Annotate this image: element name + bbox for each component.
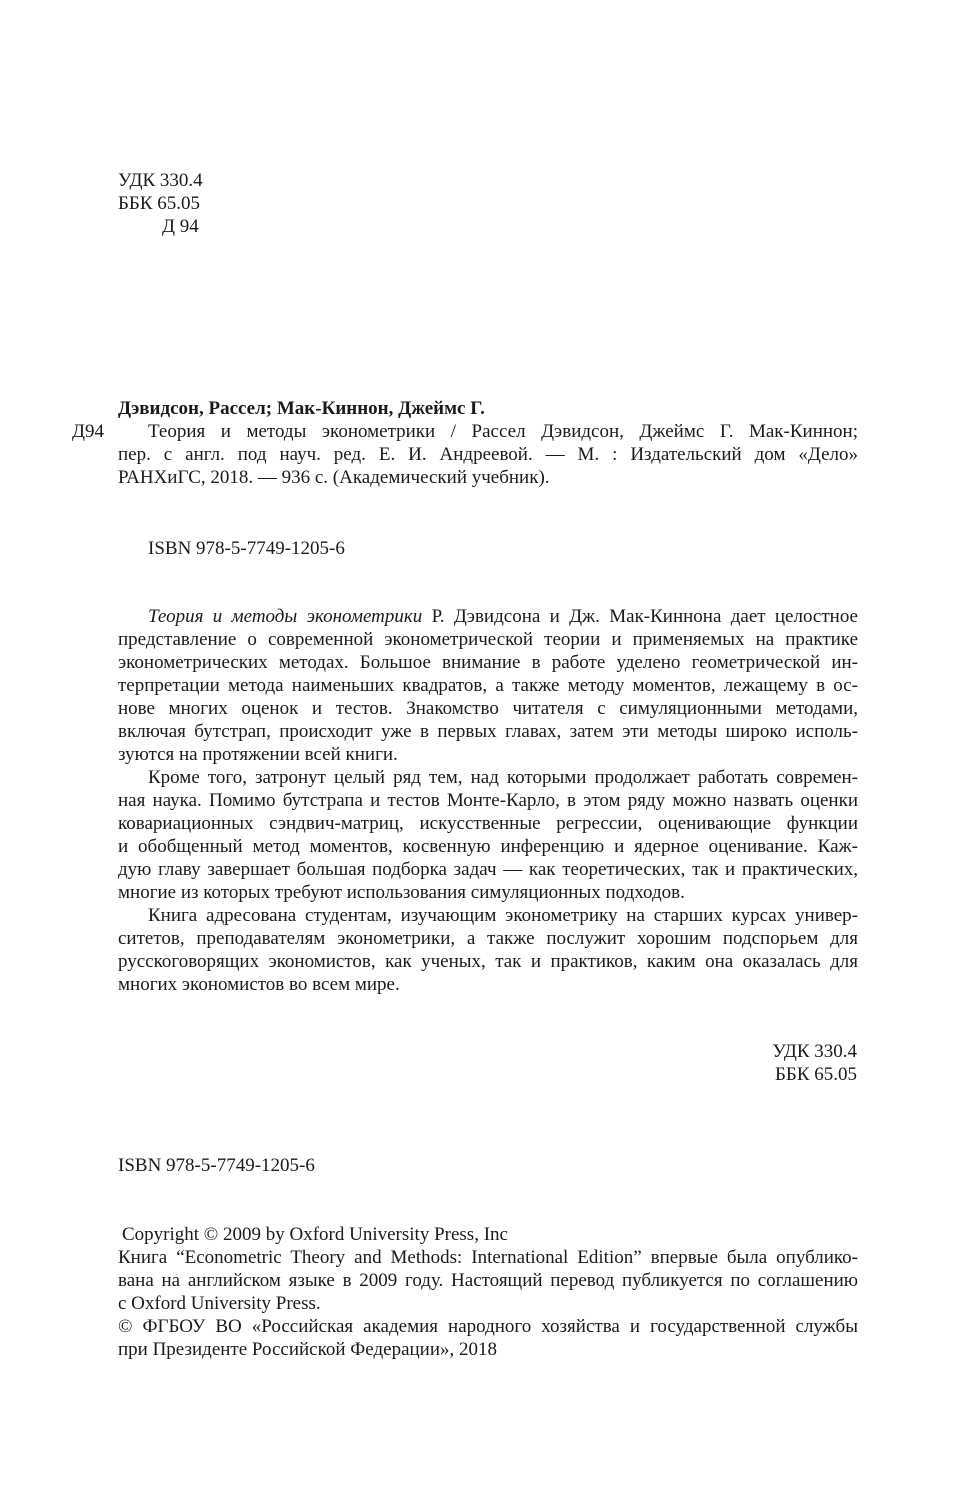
- copyright-block: [118, 1223, 858, 1361]
- top-classification: [118, 169, 203, 238]
- book-title-italic: Теория и методы эконометрики: [148, 606, 423, 627]
- annotation-line: многие из которых требуют использования симуляционных подходов.: [118, 882, 685, 903]
- bib-line: пер. с англ. под науч. ред. Е. И. Андреевой. — М. : Издательский дом «Дело»: [118, 444, 858, 465]
- authors-heading: Дэвидсон, Рассел; Мак-Киннон, Джеймс Г.: [118, 398, 485, 419]
- copyright-notice-line: с Oxford University Press.: [118, 1293, 321, 1314]
- annotation-line: русскоговорящих экономистов, как ученых, так и практиков, каким она оказалась для: [118, 951, 858, 972]
- annotation-line: многих экономистов во всем мире.: [118, 974, 400, 995]
- udk-code: УДК 330.4: [118, 170, 203, 191]
- annotation-line: зуются на протяжении всей книги.: [118, 744, 398, 765]
- copyright-notice-line: вана на английском языке в 2009 году. Настоящий перевод публикуется по соглашению: [118, 1270, 858, 1291]
- annotation-first-rest: Р. Дэвидсона и Дж. Мак-Киннона дает целостное: [422, 606, 858, 627]
- annotation-line: терпретации метода наименьших квадратов, а также методу моментов, лежащему в ос-: [118, 675, 858, 696]
- bibliographic-record: [118, 397, 858, 489]
- annotation-line: нове многих оценок и тестов. Знакомство читателя с симуляционными методами,: [118, 698, 858, 719]
- annotation-line: и обобщенный метод моментов, косвенную инференцию и ядерное оценивание. Каж-: [118, 836, 858, 857]
- annotation-line: включая бутстрап, происходит уже в первых главах, затем эти методы широко исполь-: [118, 721, 858, 742]
- isbn-bottom: ISBN 978-5-7749-1205-6: [118, 1155, 315, 1176]
- annotation-line: ковариационных сэндвич-матриц, искусственные регрессии, оценивающие функции: [118, 813, 858, 834]
- bbk-code: ББК 65.05: [118, 193, 200, 214]
- annotation-line: Книга адресована студентам, изучающим эконометрику на старших курсах универ-: [148, 905, 858, 926]
- annotation-line: ситетов, преподавателям эконометрики, а также послужит хорошим подспорьем для: [118, 928, 858, 949]
- bottom-classification: [600, 1040, 857, 1086]
- annotation: [118, 605, 858, 996]
- annotation-line: Кроме того, затронут целый ряд тем, над которыми продолжает работать современ-: [148, 767, 858, 788]
- bib-line: Теория и методы эконометрики / Рассел Дэвидсон, Джеймс Г. Мак-Киннон;: [148, 421, 858, 442]
- annotation-line: [118, 605, 858, 628]
- bib-line: РАНХиГС, 2018. — 936 с. (Академический учебник).: [118, 467, 550, 488]
- bbk-code-bottom: ББК 65.05: [775, 1064, 857, 1085]
- rights-line: при Президенте Российской Федерации», 2018: [118, 1339, 498, 1360]
- copyright-notice-line: Книга “Econometric Theory and Methods: International Edition” впервые была опублико-: [118, 1247, 858, 1268]
- udk-code-bottom: УДК 330.4: [772, 1041, 857, 1062]
- rights-line: © ФГБОУ ВО «Российская академия народного хозяйства и государственной службы: [118, 1316, 858, 1337]
- isbn-top: ISBN 978-5-7749-1205-6: [148, 538, 345, 559]
- annotation-line: представление о современной эконометрической теории и применяемых на практике: [118, 629, 858, 650]
- annotation-line: ная наука. Помимо бутстрапа и тестов Монте-Карло, в этом ряду можно назвать оценки: [118, 790, 858, 811]
- annotation-line: эконометрических методах. Большое внимание в работе уделено геометрической ин-: [118, 652, 858, 673]
- annotation-line: дую главу завершает большая подборка задач — как теоретических, так и практических,: [118, 859, 858, 880]
- bibliographic-author-mark: Д94: [72, 421, 104, 442]
- author-mark: Д 94: [162, 216, 199, 237]
- copyright-line: Copyright © 2009 by Oxford University Press, Inc: [122, 1224, 508, 1245]
